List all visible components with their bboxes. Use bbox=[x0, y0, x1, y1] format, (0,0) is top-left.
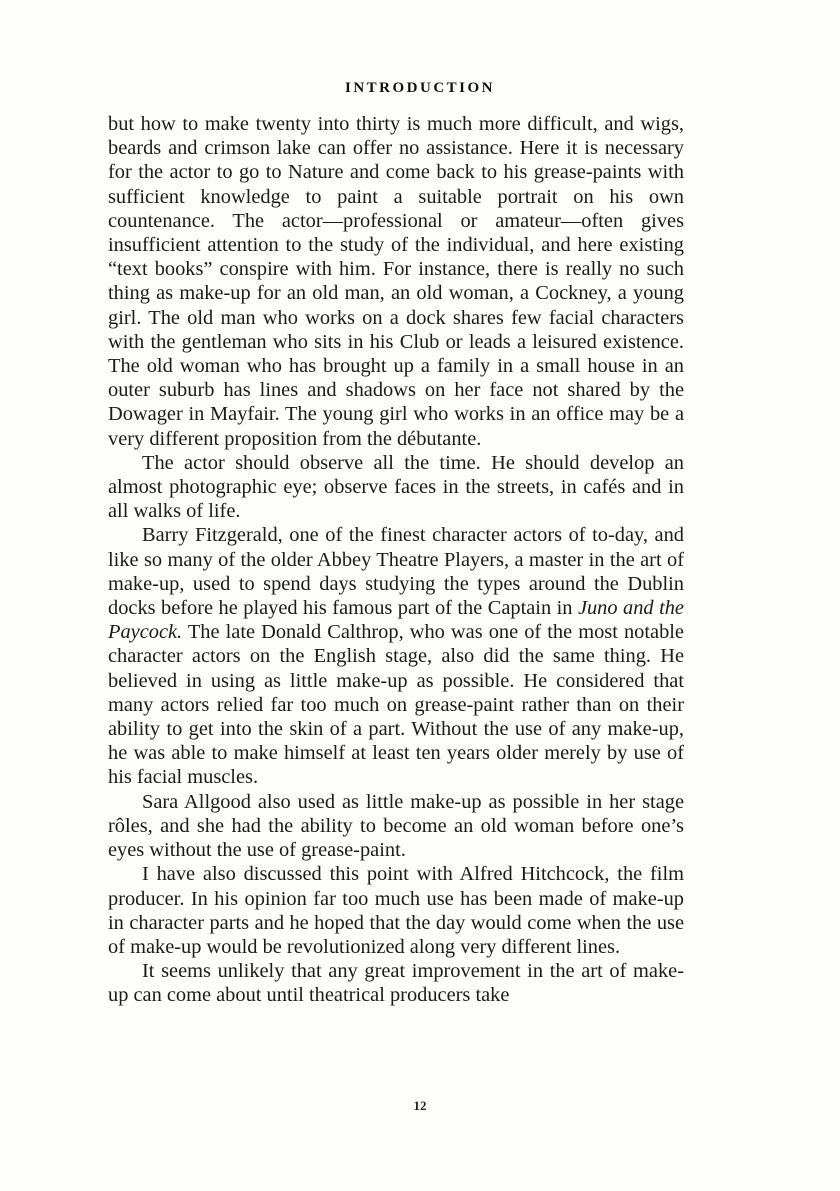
paragraph-4: Sara Allgood also used as little make-up as possible in her stage rôles, and she had the ability to become an old woman before one’s eyes without the use of grease-paint. bbox=[108, 790, 684, 862]
page-number: 12 bbox=[413, 1098, 427, 1113]
running-head: INTRODUCTION bbox=[344, 80, 495, 96]
play-title: Juno and the Paycock. bbox=[108, 597, 684, 644]
paragraph-3-lead: Barry Fitzgerald, one of the finest character actors of to-day, and like so many of the older Abbey Theatre Players, a master in the art of make-up, used to spend days studying the types around the Dublin docks before he played his famous part of the Captain in bbox=[108, 524, 684, 620]
paragraph-3-rest: The late Donald Calthrop, who was one of the most notable character actors on the English stage, also did the same thing. He believed in using as little make-up as possible. He considered that many actors relied far too much on grease-paint rather than on their ability to get into the skin of a part. Without the use of any make-up, he was able to make himself at least ten years older merely by use of his facial muscles. bbox=[108, 621, 684, 789]
paragraph-3 bbox=[108, 523, 684, 789]
body-text bbox=[108, 112, 684, 1008]
paragraph-6: It seems unlikely that any great improvement in the art of make-up can come about until theatrical producers take bbox=[108, 960, 684, 1007]
paragraph-1: but how to make twenty into thirty is much more difficult, and wigs, beards and crimson lake can offer no assistance. Here it is necessary for the actor to go to Nature and come back to his grease-paints with sufficient knowledge to paint a suitable portrait on his own countenance. The actor—professional or amateur—often gives insufficient attention to the study of the individual, and here existing “text books” conspire with him. For instance, there is really no such thing as make-up for an old man, an old woman, a Cockney, a young girl. The old man who works on a dock shares few facial characters with the gentleman who sits in his Club or leads a leisured existence. The old woman who has brought up a family in a small house in an outer suburb has lines and shadows on her face not shared by the Dowager in Mayfair. The young girl who works in an office may be a very different proposition from the débutante. bbox=[108, 113, 684, 450]
paragraph-5: I have also discussed this point with Alfred Hitchcock, the film producer. In his opinion far too much use has been made of make-up in character parts and he hoped that the day would come when the use of make-up would be revolutionized along very different lines. bbox=[108, 863, 684, 958]
paragraph-2: The actor should observe all the time. He should develop an almost photographic eye; observe faces in the streets, in cafés and in all walks of life. bbox=[108, 451, 684, 523]
